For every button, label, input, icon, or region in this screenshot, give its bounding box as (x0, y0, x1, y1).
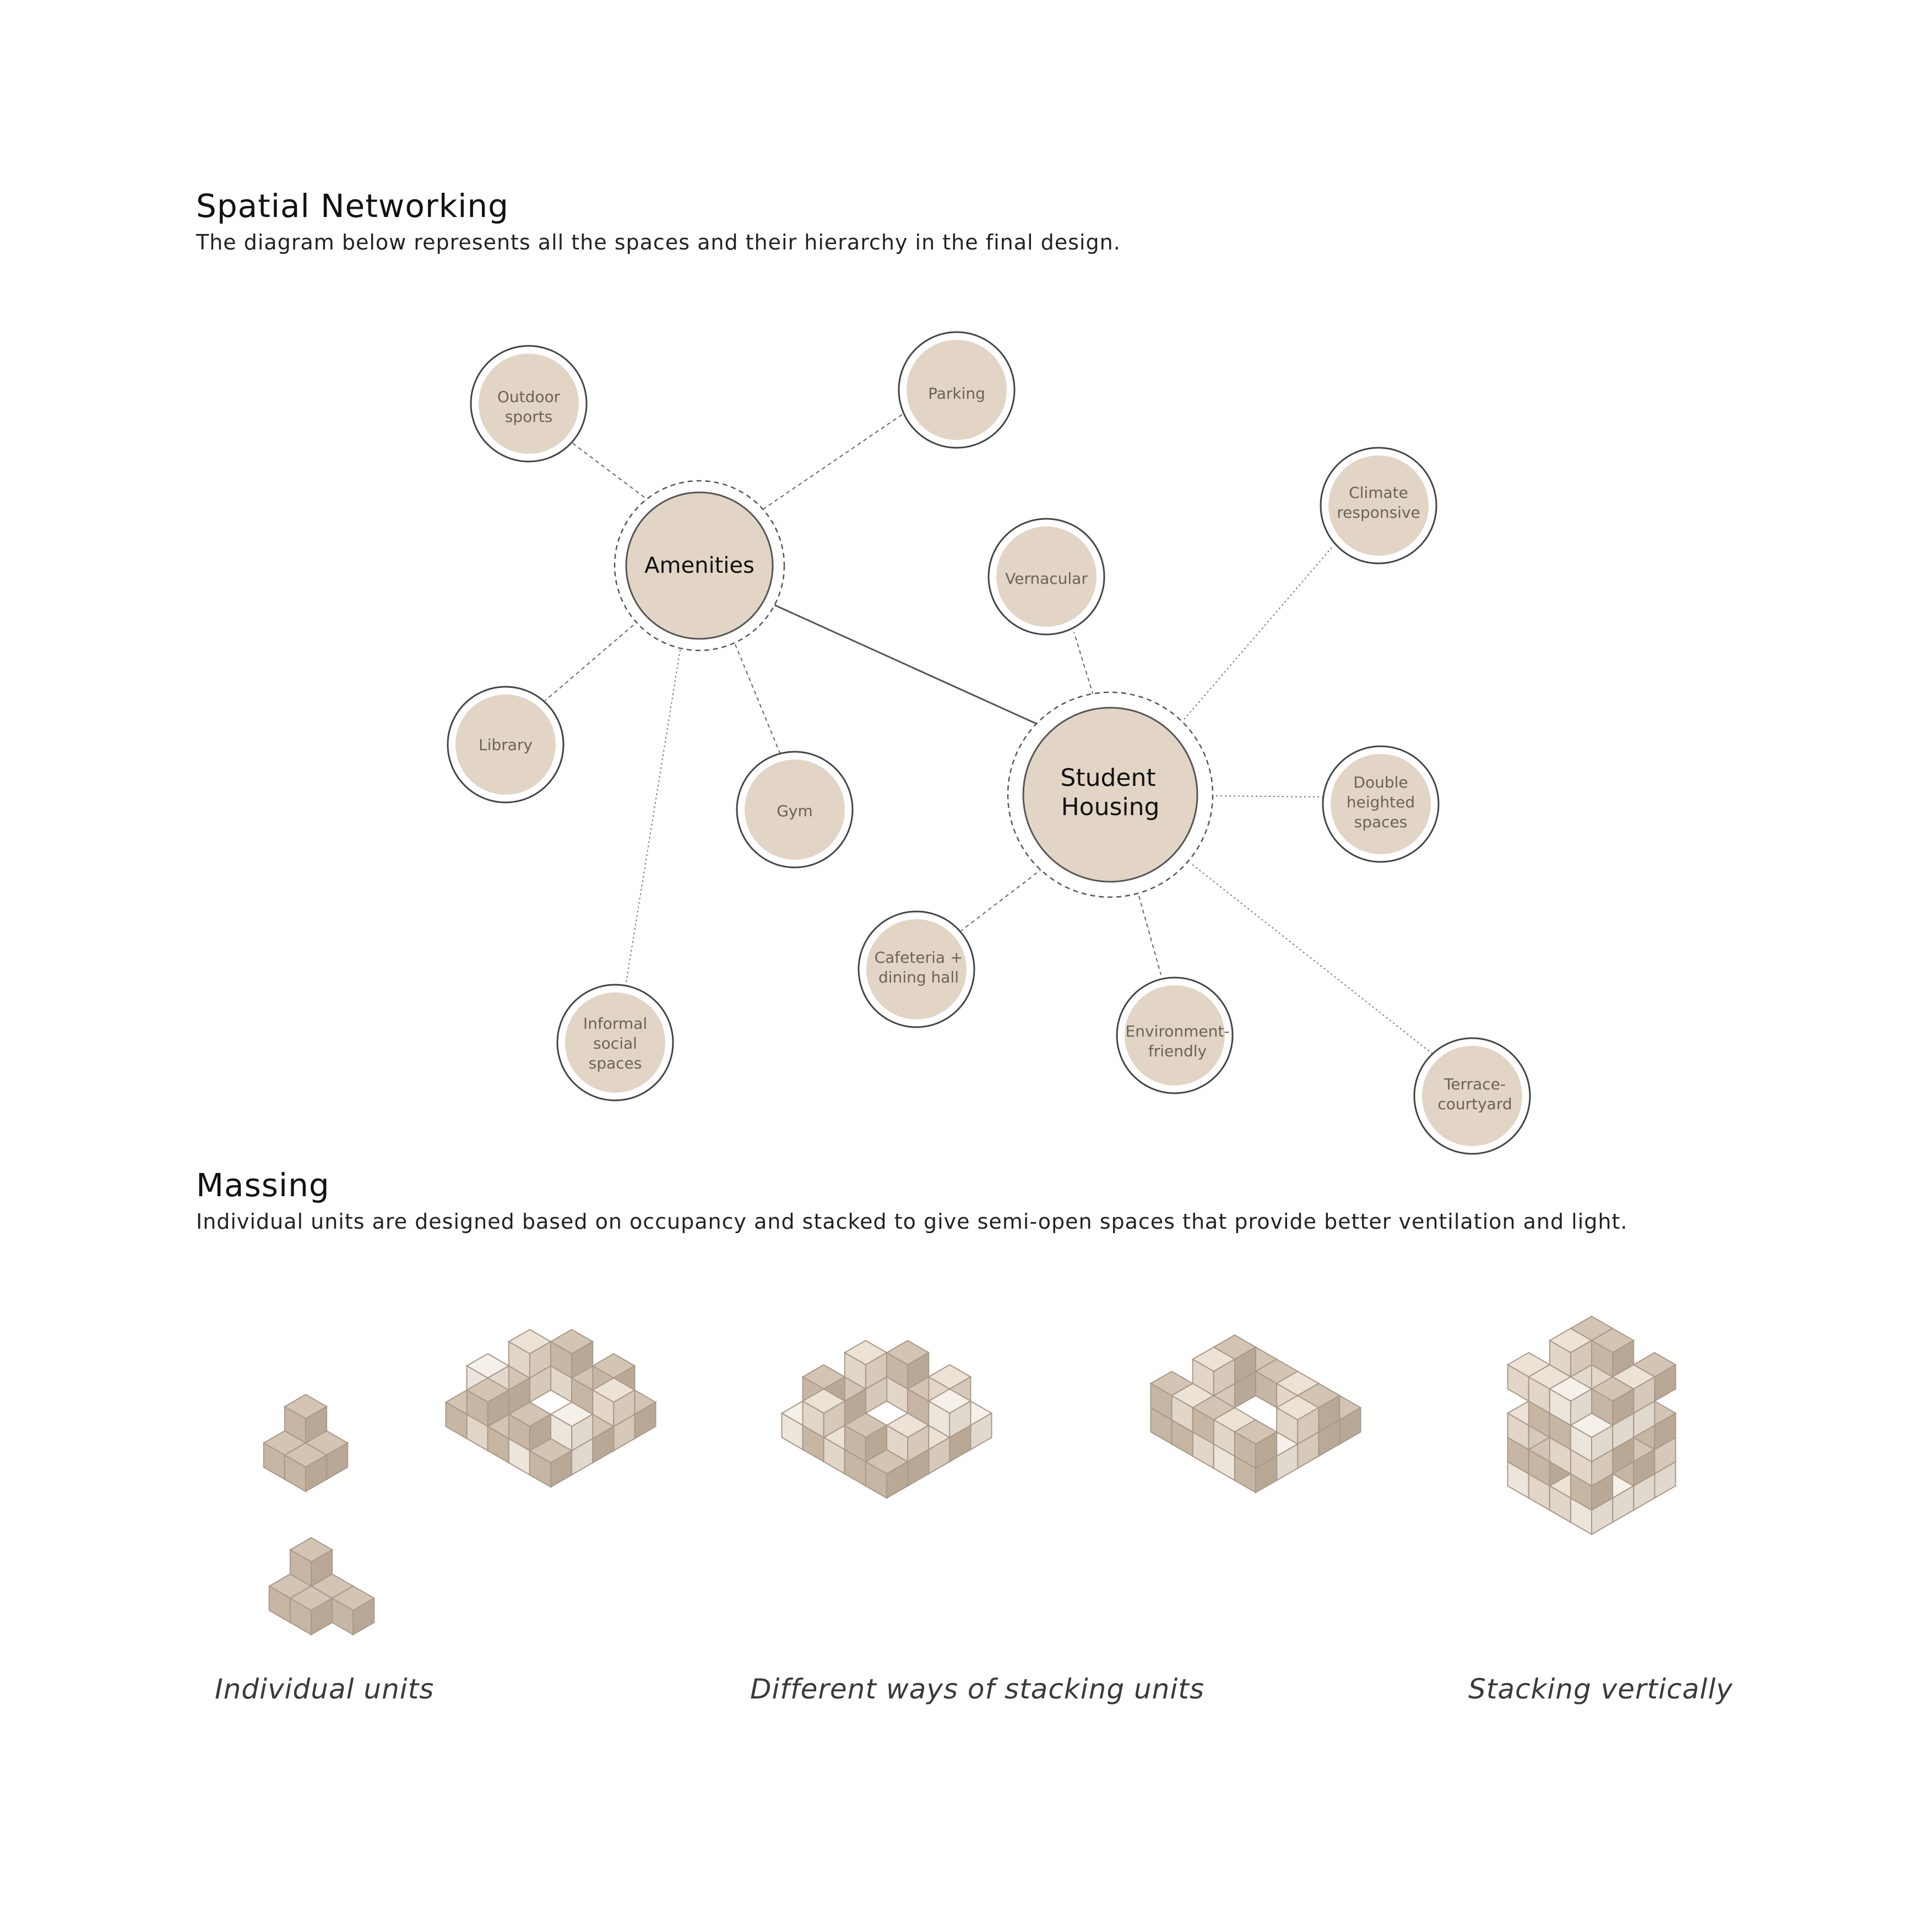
node-outdoor-sports-line2: sports (504, 408, 553, 426)
node-double-line2: heighted (1346, 793, 1415, 811)
node-library-line1: Library (479, 736, 533, 754)
hub-housing-label-line1: Student (1060, 764, 1156, 792)
individual-unit-cluster-a (264, 1394, 348, 1491)
node-double-line3: spaces (1354, 813, 1408, 831)
spatial-networking-description: The diagram below represents all the spaces and their hierarchy in the final design. (196, 230, 1121, 254)
hub-amenities-label: Amenities (644, 553, 755, 578)
caption-individual-units: Individual units (215, 1673, 435, 1705)
caption-stacking-vertically: Stacking vertically (1468, 1673, 1733, 1705)
node-double-line1: Double (1353, 773, 1408, 791)
stacking-arrangement-2 (782, 1341, 991, 1498)
node-informal-line2: social (593, 1034, 637, 1052)
node-climate-line2: responsive (1337, 503, 1420, 522)
massing-title: Massing (196, 1166, 330, 1204)
node-cafeteria-line1: Cafeteria + (874, 948, 963, 967)
node-gym-line1: Gym (777, 802, 813, 820)
node-terrace-line2: courtyard (1437, 1095, 1512, 1113)
node-climate-line1: Climate (1349, 484, 1408, 502)
massing-description: Individual units are designed based on occupancy and stacked to give semi-open spaces that provide better ventilation and light. (196, 1209, 1628, 1234)
node-environment-line1: Environment- (1125, 1022, 1230, 1040)
node-parking-line1: Parking (928, 384, 985, 403)
node-informal-line3: spaces (588, 1054, 642, 1072)
individual-unit-cluster-b (269, 1538, 375, 1635)
node-informal-line1: Informal (583, 1014, 648, 1033)
node-outdoor-sports-line1: Outdoor (497, 388, 561, 406)
hub-housing-label-line2: Housing (1061, 793, 1160, 821)
stacking-arrangement-3 (1150, 1335, 1360, 1493)
caption-different-stacking: Different ways of stacking units (750, 1673, 1204, 1705)
node-environment-line2: friendly (1148, 1042, 1207, 1060)
spatial-networking-title: Spatial Networking (196, 187, 509, 225)
stacking-arrangement-1 (446, 1329, 655, 1487)
node-vernacular-line1: Vernacular (1005, 569, 1088, 588)
node-cafeteria-line2: dining hall (878, 968, 959, 986)
node-terrace-line1: Terrace- (1444, 1075, 1506, 1093)
vertical-stacking-tower (1508, 1316, 1676, 1534)
